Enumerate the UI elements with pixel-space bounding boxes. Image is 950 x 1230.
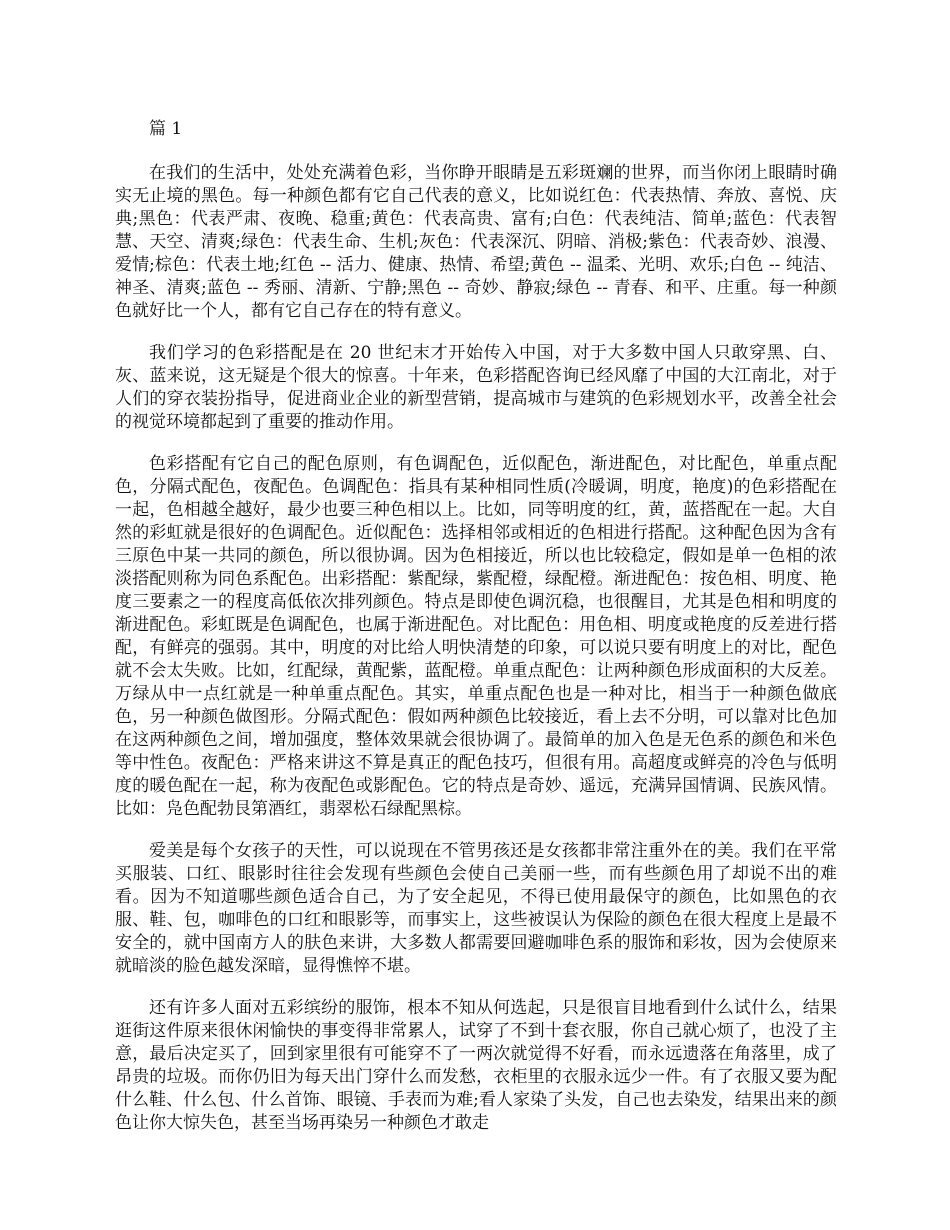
paragraph-shopping-dilemma: 还有许多人面对五彩缤纷的服饰，根本不知从何选起，只是很盲目地看到什么试什么，结果逛街这件原来很休闲愉快的事变得非常累人，试穿了不到十套衣服，你自己就心烦了，也没了主意，最后决定买了，回到家里很有可能穿不了一两次就觉得不好看，而永远遗落在角落里，成了昂贵的垃圾。而你仍旧为每天出门穿什么而发愁，衣柜里的衣服永远少一件。有了衣服又要为配什么鞋、什么包、什么首饰、眼镜、手表而为难;看人家染了头发，自己也去染发，结果出来的颜色让你大惊失色，甚至当场再染另一种颜色才敢走 xyxy=(115,998,837,1133)
paragraph-color-matching-history: 我们学习的色彩搭配是在 20 世纪末才开始传入中国，对于大多数中国人只敢穿黑、白、灰、蓝来说，这无疑是个很大的惊喜。十年来，色彩搭配咨询已经风靡了中国的大江南北，对于人们的穿衣装扮指导，促进商业企业的新型营销，提高城市与建筑的色彩规划水平，改善全社会的视觉环境都起到了重要的推动作用。 xyxy=(115,343,837,432)
section-heading: 篇 1 xyxy=(149,119,183,139)
document-page xyxy=(115,118,837,1154)
paragraph-colors-meaning: 在我们的生活中，处处充满着色彩，当你睁开眼睛是五彩斑斓的世界，而当你闭上眼睛时确实无止境的黑色。每一种颜色都有它自己代表的意义，比如说红色：代表热情、奔放、喜悦、庆典;黑色：代表严肃、夜晚、稳重;黄色：代表高贵、富有;白色：代表纯洁、简单;蓝色：代表智慧、天空、清爽;绿色：代表生命、生机;灰色：代表深沉、阴暗、消极;紫色：代表奇妙、浪漫、爱情;棕色：代表土地;红色 -- 活力、健康、热情、希望;黄色 -- 温柔、光明、欢乐;白色 -- 纯洁、神圣、清爽;蓝色 -- 秀丽、清新、宁静;黑色 -- 奇妙、静寂;绿色 -- 青春、和平、庄重。每一种颜色就好比一个人，都有它自己存在的特有意义。 xyxy=(115,163,837,321)
paragraph-color-principles: 色彩搭配有它自己的配色原则，有色调配色，近似配色，渐进配色，对比配色，单重点配色，分隔式配色，夜配色。色调配色：指具有某种相同性质(冷暖调，明度，艳度)的色彩搭配在一起，色相越全越好，最少也要三种色相以上。比如，同等明度的红，黄，蓝搭配在一起。大自然的彩虹就是很好的色调配色。近似配色：选择相邻或相近的色相进行搭配。这种配色因为含有三原色中某一共同的颜色，所以很协调。因为色相接近，所以也比较稳定，假如是单一色相的浓淡搭配则称为同色系配色。出彩搭配：紫配绿，紫配橙，绿配橙。渐进配色：按色相、明度、艳度三要素之一的程度高低依次排列颜色。特点是即使色调沉稳，也很醒目，尤其是色相和明度的渐进配色。彩虹既是色调配色，也属于渐进配色。对比配色：用色相、明度或艳度的反差进行搭配，有鲜亮的强弱。其中，明度的对比给人明快清楚的印象，可以说只要有明度上的对比，配色就不会太失败。比如，红配绿，黄配紫，蓝配橙。单重点配色：让两种颜色形成面积的大反差。万绿从中一点红就是一种单重点配色。其实，单重点配色也是一种对比，相当于一种颜色做底色，另一种颜色做图形。分隔式配色：假如两种颜色比较接近，看上去不分明，可以靠对比色加在这两种颜色之间，增加强度，整体效果就会很协调了。最简单的加入色是无色系的颜色和米色等中性色。夜配色：严格来讲这不算是真正的配色技巧，但很有用。高超度或鲜亮的冷色与低明度的暖色配在一起，称为夜配色或影配色。它的特点是奇妙、遥远，充满异国情调、民族风情。比如：凫色配勃艮第酒红，翡翠松石绿配黑棕。 xyxy=(115,454,837,819)
paragraph-beauty-nature: 爱美是每个女孩子的天性，可以说现在不管男孩还是女孩都非常注重外在的美。我们在平常买服装、口红、眼影时往往会发现有些颜色会使自己美丽一些，而有些颜色用了却说不出的难看。因为不知道哪些颜色适合自己，为了安全起见，不得已使用最保守的颜色，比如黑色的衣服、鞋、包，咖啡色的口红和眼影等，而事实上，这些被误认为保险的颜色在很大程度上是最不安全的，就中国南方人的肤色来讲，大多数人都需要回避咖啡色系的服饰和彩妆，因为会使原来就暗淡的脸色越发深暗，显得憔悴不堪。 xyxy=(115,841,837,976)
